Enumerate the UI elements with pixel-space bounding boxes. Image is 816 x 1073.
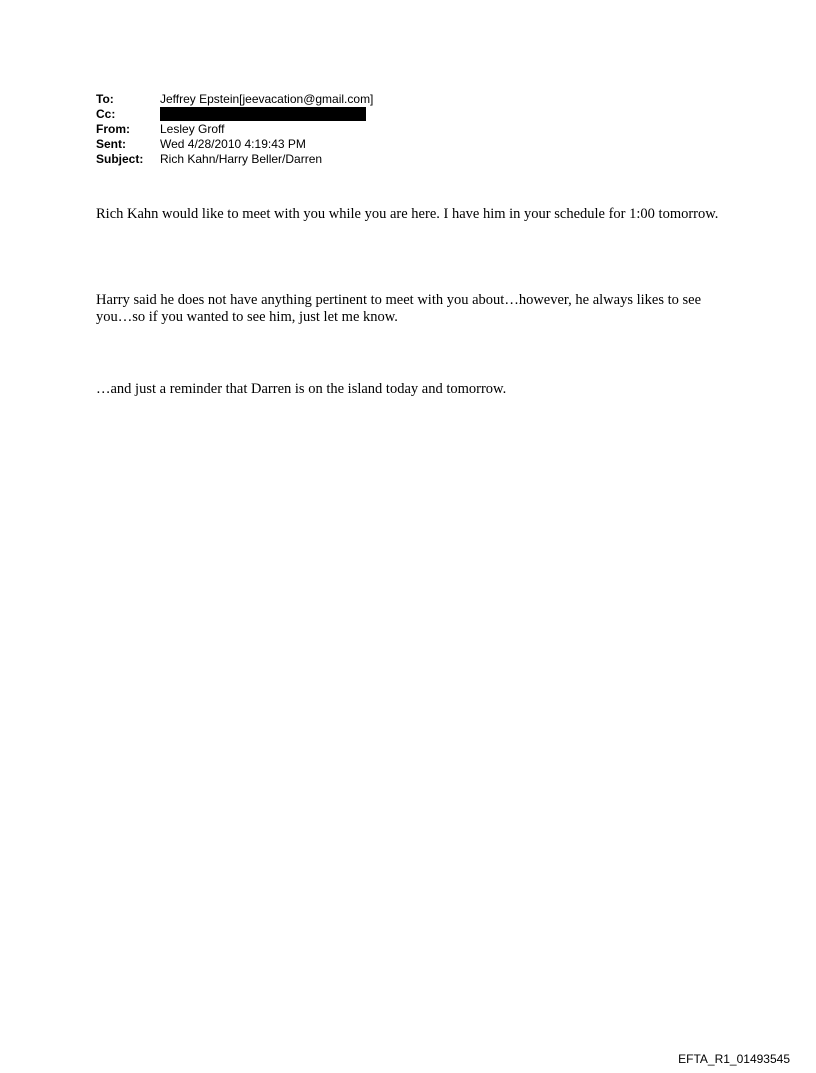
body-paragraph-1: Rich Kahn would like to meet with you while you are here. I have him in your schedule for 1:00 tomorrow. (96, 206, 719, 222)
from-label: From: (96, 122, 130, 136)
from-value: Lesley Groff (160, 122, 225, 136)
sent-row (96, 137, 373, 152)
cc-value (160, 107, 366, 122)
subject-row (96, 152, 373, 167)
cc-row (96, 107, 373, 122)
document-id: EFTA_R1_01493545 (678, 1052, 790, 1066)
body-paragraph-2: Harry said he does not have anything pertinent to meet with you about…however, he always likes to see you…so if you wanted to see him, just let me know. (96, 292, 702, 325)
subject-label: Subject: (96, 152, 144, 166)
to-label: To: (96, 92, 114, 106)
redaction-bar (160, 107, 366, 121)
cc-label: Cc: (96, 107, 116, 121)
to-value: Jeffrey Epstein[jeevacation@gmail.com] (160, 92, 374, 106)
from-row (96, 122, 373, 137)
email-header (96, 92, 373, 167)
body-paragraph-3: …and just a reminder that Darren is on the island today and tomorrow. (96, 381, 507, 397)
sent-label: Sent: (96, 137, 126, 151)
subject-value: Rich Kahn/Harry Beller/Darren (160, 152, 323, 166)
to-row (96, 92, 373, 107)
sent-value: Wed 4/28/2010 4:19:43 PM (160, 137, 306, 151)
